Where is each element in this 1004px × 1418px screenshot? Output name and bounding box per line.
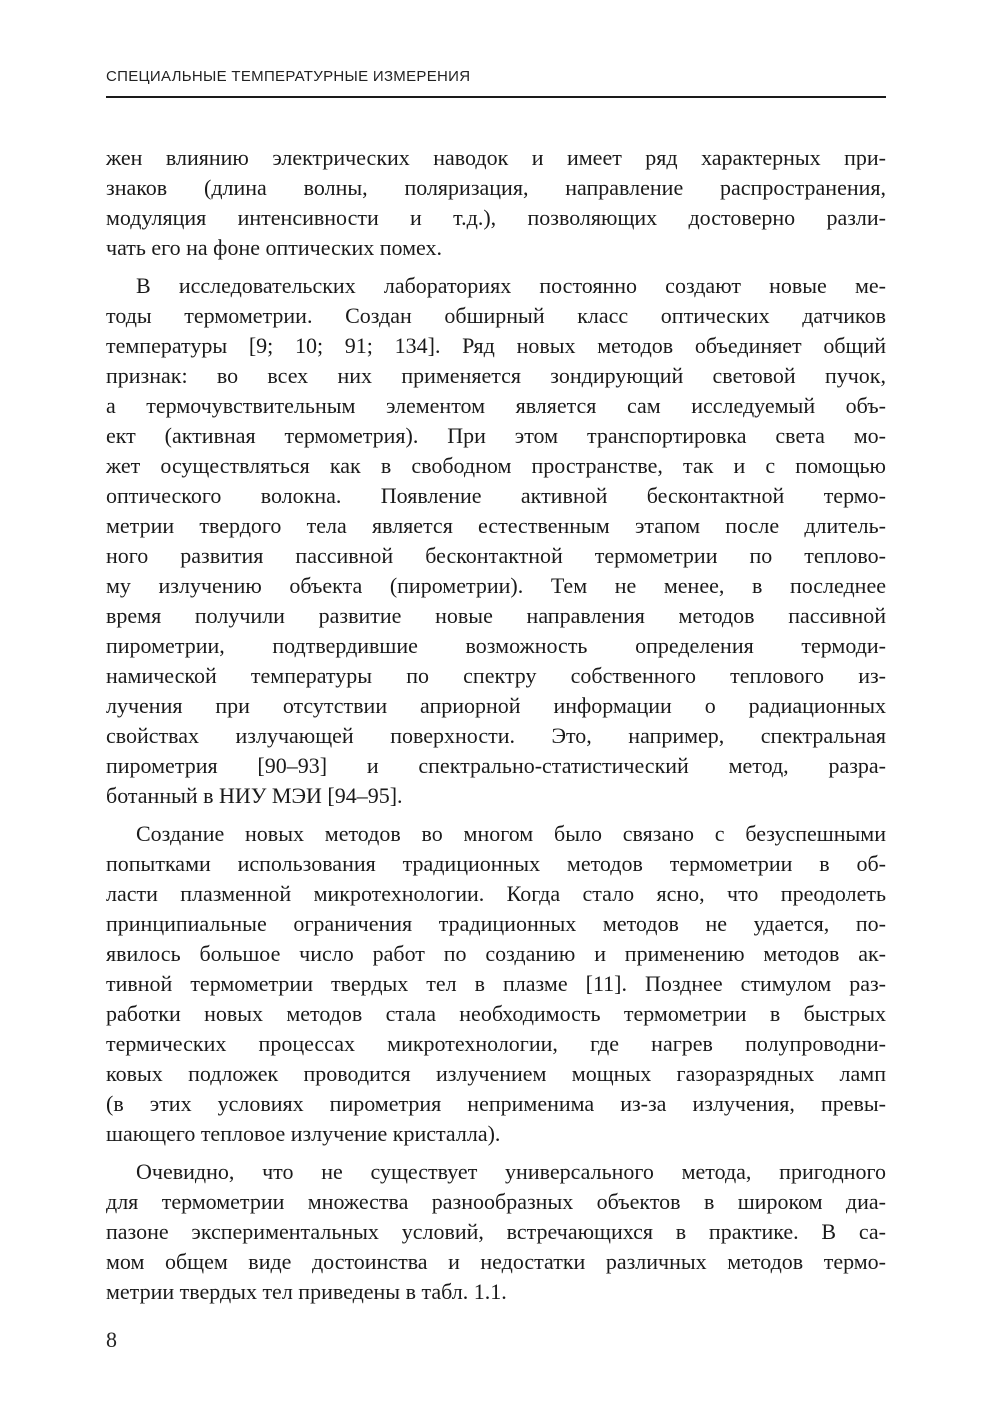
text-line: ного развития пассивной бесконтактной термометрии по теплово- <box>106 543 886 568</box>
text-line: признак: во всех них применяется зондирующий световой пучок, <box>106 363 886 388</box>
text-line: свойствах излучающей поверхности. Это, например, спектральная <box>106 723 886 748</box>
text-line: принципиальные ограничения традиционных методов не удается, по- <box>106 911 886 936</box>
text-line: (в этих условиях пирометрия неприменима из-за излучения, превы- <box>106 1091 886 1116</box>
text-line: Создание новых методов во многом было связано с безуспешными <box>136 821 886 846</box>
text-line: тоды термометрии. Создан обширный класс оптических датчиков <box>106 303 886 328</box>
text-line: термических процессах микротехнологии, где нагрев полупроводни- <box>106 1031 886 1056</box>
text-line: ковых подложек проводится излучением мощных газоразрядных ламп <box>106 1061 886 1086</box>
text-line: намической температуры по спектру собственного теплового из- <box>106 663 886 688</box>
text-line: время получили развитие новые направления методов пассивной <box>106 603 886 628</box>
text-line: пирометрия [90–93] и спектрально-статистический метод, разра- <box>106 753 886 778</box>
text-line: тивной термометрии твердых тел в плазме [11]. Позднее стимулом раз- <box>106 971 886 996</box>
text-line: В исследовательских лабораториях постоянно создают новые ме- <box>136 273 886 298</box>
paragraph <box>106 1157 886 1307</box>
text-line: температуры [9; 10; 91; 134]. Ряд новых методов объединяет общий <box>106 333 886 358</box>
paragraph <box>106 143 886 263</box>
text-line: Очевидно, что не существует универсального метода, пригодного <box>136 1159 886 1184</box>
text-line: работки новых методов стала необходимость термометрии в быстрых <box>106 1001 886 1026</box>
text-line: а термочувствительным элементом является сам исследуемый объ- <box>106 393 886 418</box>
text-line: ласти плазменной микротехнологии. Когда стало ясно, что преодолеть <box>106 881 886 906</box>
text-line: жет осуществляться как в свободном пространстве, так и с помощью <box>106 453 886 478</box>
text-line: попытками использования традиционных методов термометрии в об- <box>106 851 886 876</box>
running-head: СПЕЦИАЛЬНЫЕ ТЕМПЕРАТУРНЫЕ ИЗМЕРЕНИЯ <box>106 68 471 85</box>
text-line: му излучению объекта (пирометрии). Тем не менее, в последнее <box>106 573 886 598</box>
text-line: знаков (длина волны, поляризация, направление распространения, <box>106 175 886 200</box>
text-line: пазоне экспериментальных условий, встречающихся в практике. В са- <box>106 1219 886 1244</box>
text-line: шающего тепловое излучение кристалла). <box>106 1121 501 1146</box>
text-line: явилось большое число работ по созданию и применению методов ак- <box>106 941 886 966</box>
text-line: ект (активная термометрия). При этом транспортировка света мо- <box>106 423 886 448</box>
text-line: ботанный в НИУ МЭИ [94–95]. <box>106 783 403 808</box>
body-text <box>106 143 886 1307</box>
text-line: для термометрии множества разнообразных объектов в широком диа- <box>106 1189 886 1214</box>
text-line: жен влиянию электрических наводок и имеет ряд характерных при- <box>106 145 886 170</box>
paragraph <box>106 819 886 1149</box>
text-line: модуляция интенсивности и т.д.), позволяющих достоверно разли- <box>106 205 886 230</box>
text-line: чать его на фоне оптических помех. <box>106 235 442 260</box>
text-line: метрии твердых тел приведены в табл. 1.1. <box>106 1279 507 1304</box>
text-line: лучения при отсутствии априорной информации о радиационных <box>106 693 886 718</box>
text-line: метрии твердого тела является естественным этапом после длитель- <box>106 513 886 538</box>
paragraph <box>106 271 886 811</box>
page-number: 8 <box>106 1327 117 1352</box>
text-line: пирометрии, подтвердившие возможность определения термоди- <box>106 633 886 658</box>
text-line: мом общем виде достоинства и недостатки различных методов термо- <box>106 1249 886 1274</box>
header-rule <box>106 96 886 98</box>
text-line: оптического волокна. Появление активной бесконтактной термо- <box>106 483 886 508</box>
